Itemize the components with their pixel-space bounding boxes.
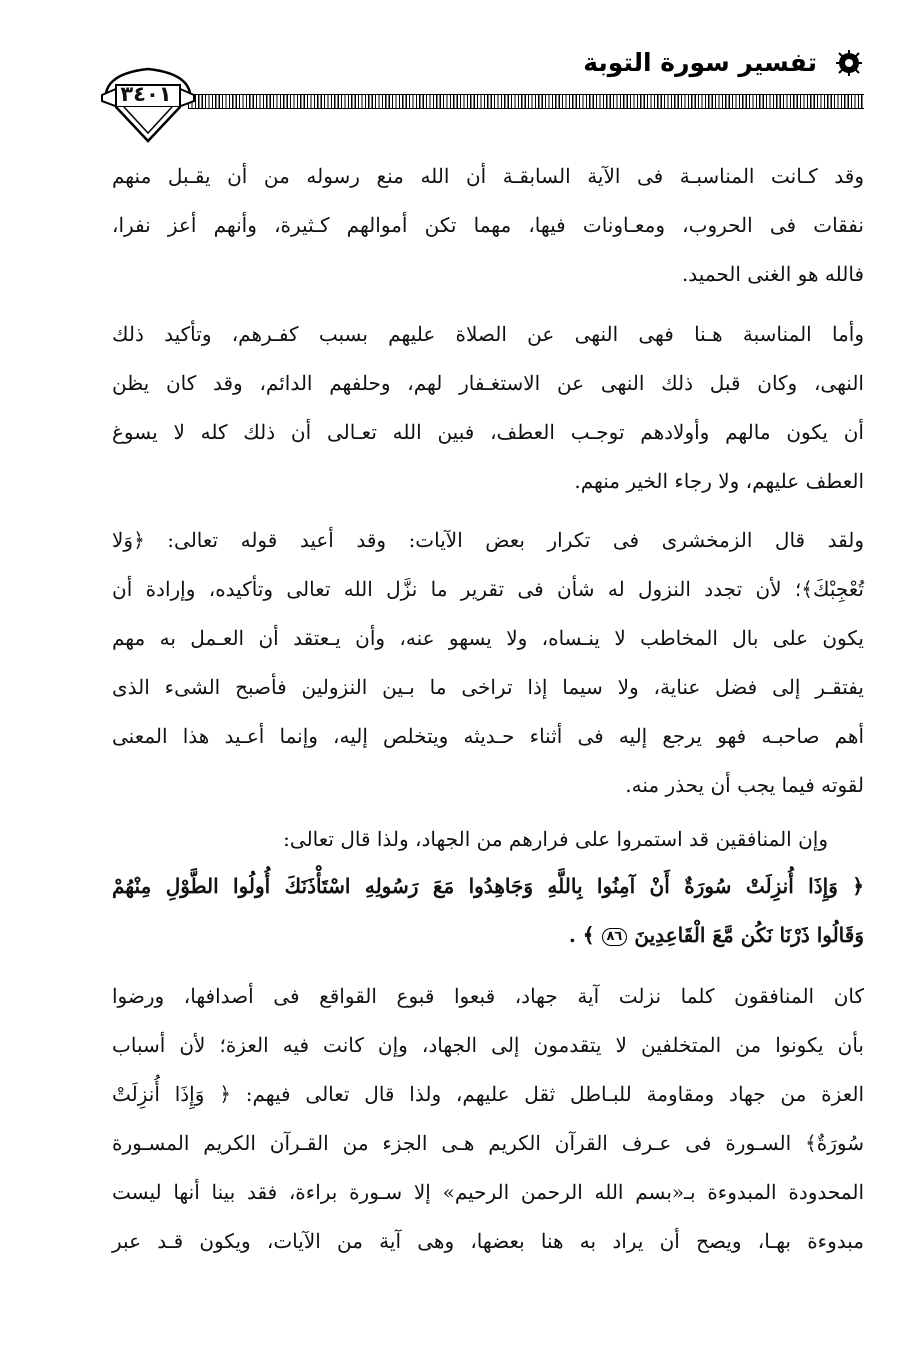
text-line: نفقات فى الحروب، ومعـاونات فيها، مهما تكن أموالهم كـثيرة، وأنهم أعز نفرا، <box>112 213 864 237</box>
text-line: يفتقـر إلى فضل عناية، ولا سيما إذا تراخى ما بـين النزولين فأصبح الشىء الذى <box>112 675 864 699</box>
text-line: النهى، وكان قبل ذلك النهى عن الاستغـفار لهم، وحلفهم الدائم، وقد كان يظن <box>112 371 864 395</box>
page-header <box>0 0 917 160</box>
paragraph-4 <box>112 815 864 864</box>
text-line: وأما المناسبة هـنا فهى النهى عن الصلاة عليهم بسبب كفـرهم، وتأكيد ذلك <box>112 322 864 346</box>
paragraph-3 <box>112 516 864 810</box>
text-line: ولقد قال الزمخشرى فى تكرار بعض الآيات: وقد أعيد قوله تعالى: ﴿وَلا <box>112 528 864 552</box>
paragraph-1 <box>112 152 864 299</box>
text-line: سُورَةٌ﴾ السـورة فى عـرف القرآن الكريم هـى الجزء من القـرآن الكريم المسـورة <box>112 1131 864 1155</box>
verse-end-bracket: ﴾ . <box>568 923 595 947</box>
text-line: المحدودة المبدوءة بـ«بسم الله الرحمن الرحيم» إلا سـورة براءة، فقد بينا أنها ليست <box>112 1180 864 1204</box>
text-line: تُعْجِبْكَ﴾؛ لأن تجدد النزول له شأن فى تقرير ما نزَّل الله تعالى وتأكيده، وإرادة أن <box>112 577 864 601</box>
quran-verse <box>112 862 864 960</box>
text-line: فالله هو الغنى الحميد. <box>681 262 864 286</box>
text-line: لقوته فيما يجب أن يحذر منه. <box>625 773 864 797</box>
text-line: وقد كـانت المناسبـة فى الآية السابقـة أن الله منع رسوله من أن يقـبل منهم <box>112 164 864 188</box>
verse-line: ﴿ وَإِذَا أُنزِلَتْ سُورَةٌ أَنْ آمِنُوا بِاللَّهِ وَجَاهِدُوا مَعَ رَسُولِهِ اسْتَأْذَنَكَ أُولُوا الطَّوْلِ مِنْهُمْ <box>112 874 864 898</box>
text-line: أن يكون مالهم وأولادهم توجـب العطف، فبين الله تعـالى أن ذلك كله لا يسوغ <box>112 420 864 444</box>
verse-line <box>112 911 864 960</box>
text-line: وإن المنافقين قد استمروا على فرارهم من الجهاد، ولذا قال تعالى: <box>283 827 828 851</box>
ayah-number-badge: ٨٦ <box>602 928 628 946</box>
header-rule <box>188 94 864 109</box>
text-line: أهم صاحبـه فهو يرجع إليه فى أثناء حـديثه ويتخلص إليه، وإنما أعـيد هذا المعنى <box>112 724 864 748</box>
paragraph-5 <box>112 972 864 1266</box>
text-line: العزة من جهاد ومقاومة للبـاطل ثقل عليهم، ولذا قال تعالى فيهم: ﴿ وَإِذَا أُنزِلَتْ <box>112 1082 864 1106</box>
page-number: ٣٤٠١ <box>120 82 172 106</box>
chapter-title: تفسير سورة التوبة <box>583 48 817 77</box>
flower-ornament-icon <box>836 50 862 76</box>
text-line: مبدوءة بهـا، ويصح أن يراد به هنا بعضها، وهى آية من الآيات، ويكون قـد عبر <box>112 1229 864 1253</box>
paragraph-2 <box>112 310 864 506</box>
text-line: يكون على بال المخاطب لا ينـساه، ولا يسهو عنه، وأن يـعتقد أن العـمل به مهم <box>112 626 864 650</box>
text-line: بأن يكونوا من المتخلفين لا يتقدمون إلى الجهاد، وإن كانت فيه العزة؛ لأن أسباب <box>112 1033 864 1057</box>
text-line: كان المنافقون كلما نزلت آية جهاد، قبعوا قبوع القواقع فى أصدافها، ورضوا <box>112 984 865 1008</box>
text-line: العطف عليهم، ولا رجاء الخير منهم. <box>574 469 864 493</box>
verse-text: وَقَالُوا ذَرْنَا نَكُن مَّعَ الْقَاعِدِينَ <box>634 923 864 947</box>
